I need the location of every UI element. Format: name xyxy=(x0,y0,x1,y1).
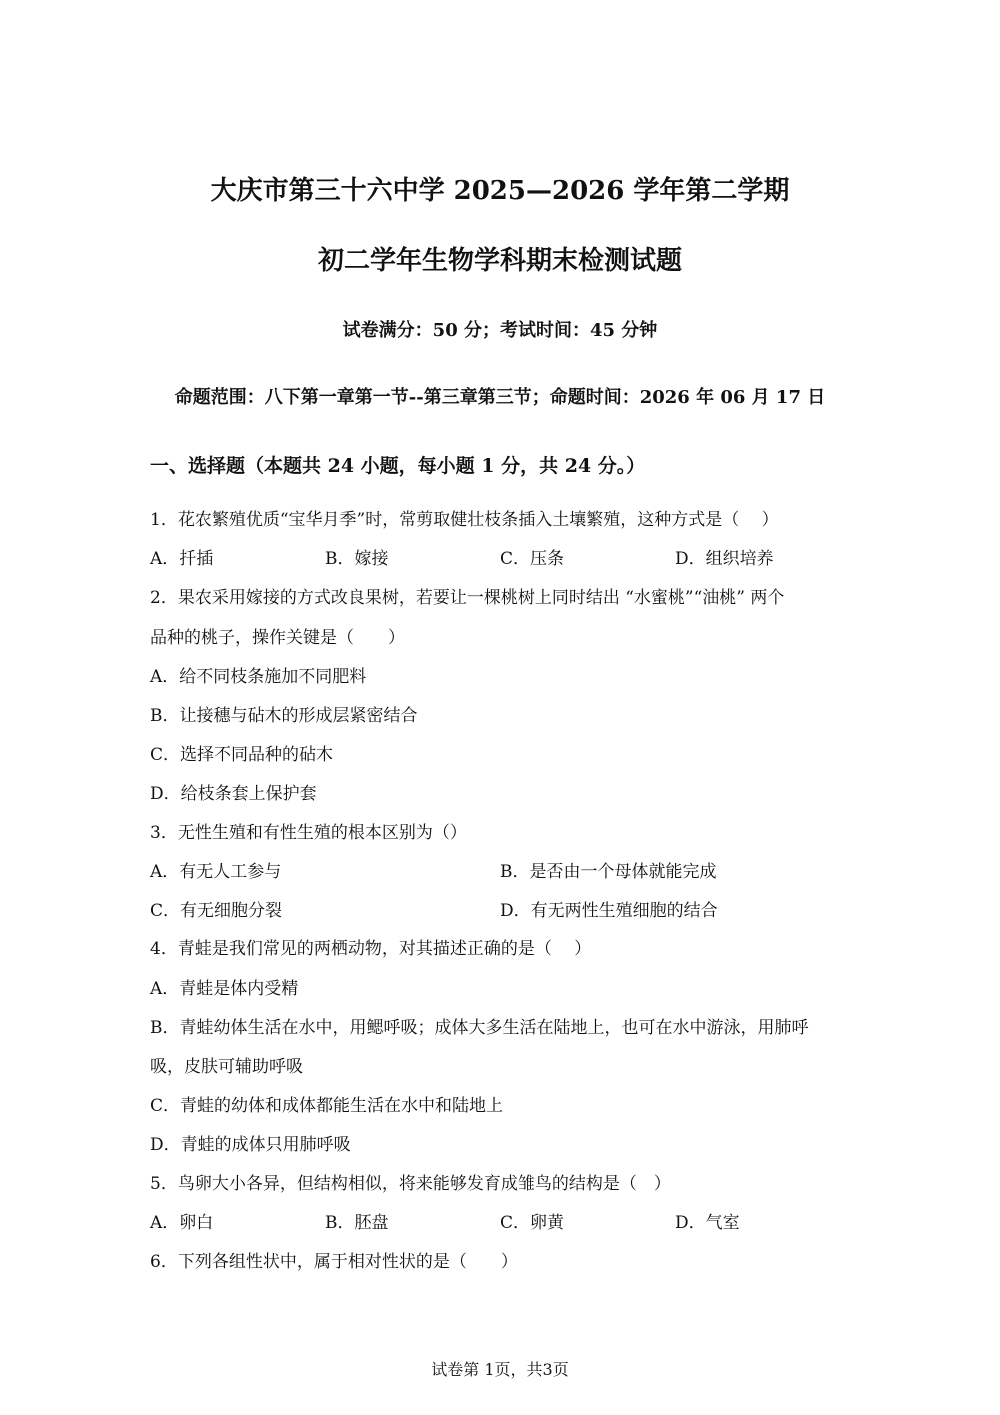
question-1-option-c: C．压条 xyxy=(500,549,565,569)
question-4-option-a: A．青蛙是体内受精 xyxy=(150,979,299,999)
question-1-option-a: A．扦插 xyxy=(150,549,214,569)
question-5-option-d: D．气室 xyxy=(675,1213,740,1233)
question-4-stem: 4．青蛙是我们常见的两栖动物，对其描述正确的是（ ） xyxy=(150,939,592,959)
exam-title-line-2: 初二学年生物学科期末检测试题 xyxy=(317,246,682,276)
question-2-option-d: D．给枝条套上保护套 xyxy=(150,784,317,804)
question-4-option-c: C．青蛙的幼体和成体都能生活在水中和陆地上 xyxy=(150,1096,504,1116)
question-5-stem: 5．鸟卵大小各异，但结构相似，将来能够发育成雏鸟的结构是（ ） xyxy=(150,1174,671,1194)
question-3-option-c: C．有无细胞分裂 xyxy=(150,901,283,921)
question-4-option-b-line-1: B．青蛙幼体生活在水中，用鳃呼吸；成体大多生活在陆地上，也可在水中游泳，用肺呼 xyxy=(150,1018,809,1038)
question-2-option-c: C．选择不同品种的砧木 xyxy=(150,745,334,765)
question-1-option-b: B．嫁接 xyxy=(325,549,389,569)
question-3-option-d: D．有无两性生殖细胞的结合 xyxy=(500,901,718,921)
question-4-option-d: D．青蛙的成体只用肺呼吸 xyxy=(150,1135,351,1155)
question-4-option-b-line-2: 吸，皮肤可辅助呼吸 xyxy=(150,1057,303,1077)
question-5-option-b: B．胚盘 xyxy=(325,1213,389,1233)
question-2-option-a: A．给不同枝条施加不同肥料 xyxy=(150,667,367,687)
question-1-stem: 1．花农繁殖优质“宝华月季”时，常剪取健壮枝条插入土壤繁殖，这种方式是（ ） xyxy=(150,510,779,530)
question-5-option-a: A．卵白 xyxy=(150,1213,214,1233)
section-heading-choice: 一、选择题（本题共 24 小题，每小题 1 分，共 24 分。） xyxy=(150,455,646,477)
question-3-option-b: B．是否由一个母体就能完成 xyxy=(500,862,717,882)
question-3-option-a: A．有无人工参与 xyxy=(150,862,282,882)
question-6-stem: 6．下列各组性状中，属于相对性状的是（ ） xyxy=(150,1252,518,1272)
question-2-stem-line-2: 品种的桃子，操作关键是（ ） xyxy=(150,628,405,648)
question-3-stem: 3．无性生殖和有性生殖的根本区别为（） xyxy=(150,823,467,843)
exam-scope-info: 命题范围：八下第一章第一节--第三章第三节；命题时间：2026 年 06 月 17 日 xyxy=(174,387,826,408)
exam-title-line-1: 大庆市第三十六中学 2025—2026 学年第二学期 xyxy=(210,176,790,206)
question-2-option-b: B．让接穗与砧木的形成层紧密结合 xyxy=(150,706,418,726)
question-1-option-d: D．组织培养 xyxy=(675,549,774,569)
exam-score-time-info: 试卷满分：50 分；考试时间：45 分钟 xyxy=(342,320,658,341)
page-footer: 试卷第 1页，共3页 xyxy=(431,1360,569,1379)
question-5-option-c: C．卵黄 xyxy=(500,1213,565,1233)
question-2-stem-line-1: 2．果农采用嫁接的方式改良果树，若要让一棵桃树上同时结出 “水蜜桃”“油桃” 两个 xyxy=(150,588,785,608)
